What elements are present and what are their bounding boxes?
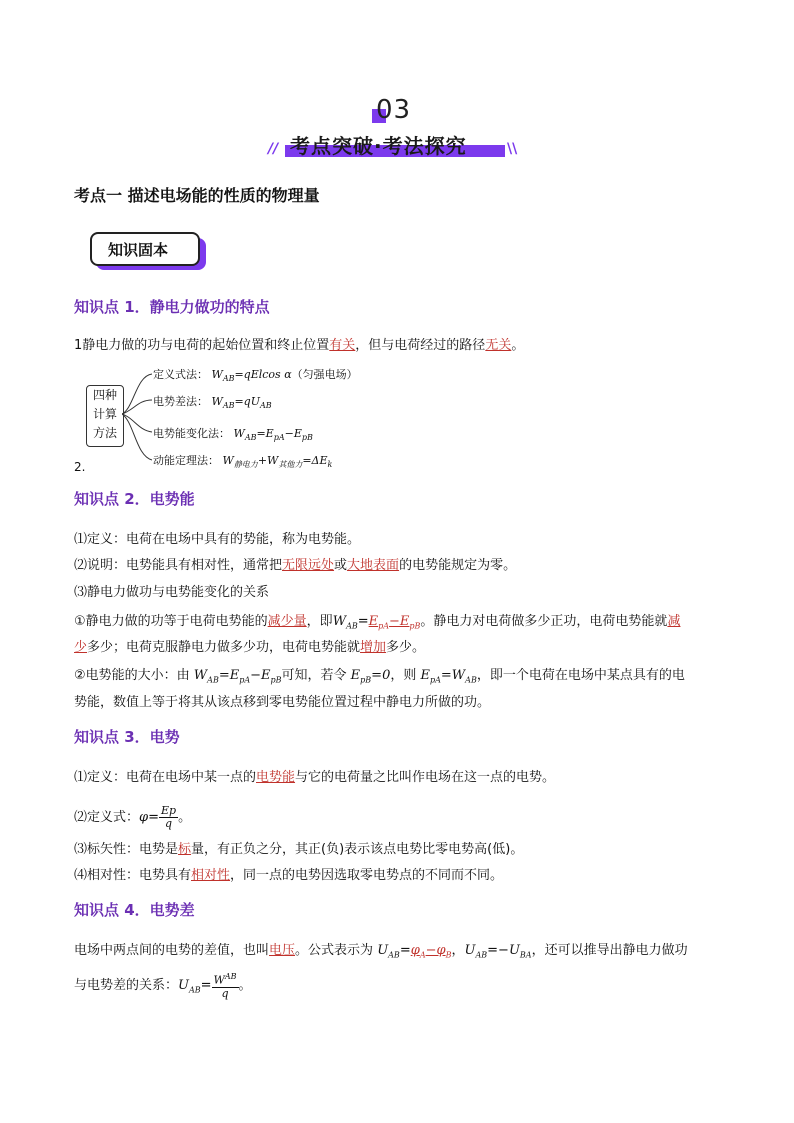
potential-fraction: $\frac{Ep}{q}$ — [161, 804, 177, 830]
kp3-p3: ⑶标矢性：电势是标量，有正负之分，其正(负)表示该点电势比零电势高(低)。 — [74, 842, 524, 857]
kp2-p6: ②电势能的大小：由 $W_{AB}=E_{pA}-E_{pB}$可知，若令 $E_{pB}=0$，则 $E_{pA}=W_{AB}$，即一个电荷在电场中某点具有的电 — [74, 668, 685, 685]
method-potential-difference: 电势差法： $W_{AB}=qU_{AB}$ — [153, 395, 272, 411]
kp2-p2: ⑵说明：电势能具有相对性，通常把无限远处或大地表面的电势能规定为零。 — [74, 558, 517, 573]
box-line: 方法 — [92, 426, 117, 440]
kp2-p7: 势能，数值上等于将其从该点移到零电势能位置过程中静电力所做的功。 — [74, 695, 491, 710]
deco-left: // — [268, 141, 279, 157]
kp2-p1: ⑴定义：电荷在电场中具有的势能，称为电势能。 — [74, 532, 361, 547]
kp2-p3: ⑶静电力做功与电势能变化的关系 — [74, 585, 270, 600]
kp1-line1: 1静电力做的功与电荷的起始位置和终止位置有关，但与电荷经过的路径无关。 — [74, 338, 525, 353]
method-definition: 定义式法： $W_{AB}=qElcos$ α（匀强电场） — [153, 368, 358, 384]
kp2-p5: 少多少；电荷克服静电力做多少功，电荷电势能就增加多少。 — [74, 640, 426, 655]
deco-right: \\ — [507, 141, 518, 157]
method-kinetic-energy: 动能定理法： $W_{静电力}+W_{其他力}=\Delta E_k$ — [153, 454, 333, 470]
box-line: 四种 — [92, 388, 117, 402]
knowledge-badge — [90, 232, 202, 268]
chapter-number: 03 — [376, 95, 412, 125]
kp4-p1: 电场中两点间的电势的差值，也叫电压。公式表示为 $U_{AB}=\varphi_A-\varphi_B$，$U_{AB}=-U_{BA}$，还可以推导出静电力做功 — [74, 943, 688, 960]
voltage-fraction: $\frac{W^{AB}}{q}$ — [213, 972, 237, 1000]
kp1-title: 知识点 1．静电力做功的特点 — [74, 298, 270, 316]
method-energy-change: 电势能变化法： $W_{AB}=E_{pA}-E_{pB}$ — [153, 427, 313, 443]
kp3-p1: ⑴定义：电荷在电场中某一点的电势能与它的电荷量之比叫作电场在这一点的电势。 — [74, 770, 556, 785]
method-box — [86, 385, 124, 447]
kp2-p4: ①静电力做的功等于电荷电势能的减少量，即$W_{AB}=E_{pA}-E_{pB}$。静电力对电荷做多少正功，电荷电势能就减 — [74, 614, 681, 631]
kp3-title: 知识点 3．电势 — [74, 728, 180, 746]
section-title: 考点一 描述电场能的性质的物理量 — [74, 186, 320, 205]
kp3-p4: ⑷相对性：电势具有相对性，同一点的电势因选取零电势点的不同而不同。 — [74, 868, 504, 883]
banner-title: 考点突破·考法探究 — [290, 134, 467, 158]
item-number-2: 2. — [74, 460, 86, 474]
badge-label: 知识固本 — [108, 241, 169, 259]
brace-lines — [122, 368, 154, 468]
kp3-p2: ⑵定义式：φ= $\frac{Ep}{q}$ 。 — [74, 804, 192, 830]
kp2-title: 知识点 2．电势能 — [74, 490, 195, 508]
kp4-p2: 与电势差的关系：$U_{AB}=$ $\frac{W^{AB}}{q}$ 。 — [74, 972, 252, 1000]
box-line: 计算 — [92, 407, 117, 421]
kp4-title: 知识点 4．电势差 — [74, 901, 195, 919]
chapter-number-block — [368, 95, 428, 129]
